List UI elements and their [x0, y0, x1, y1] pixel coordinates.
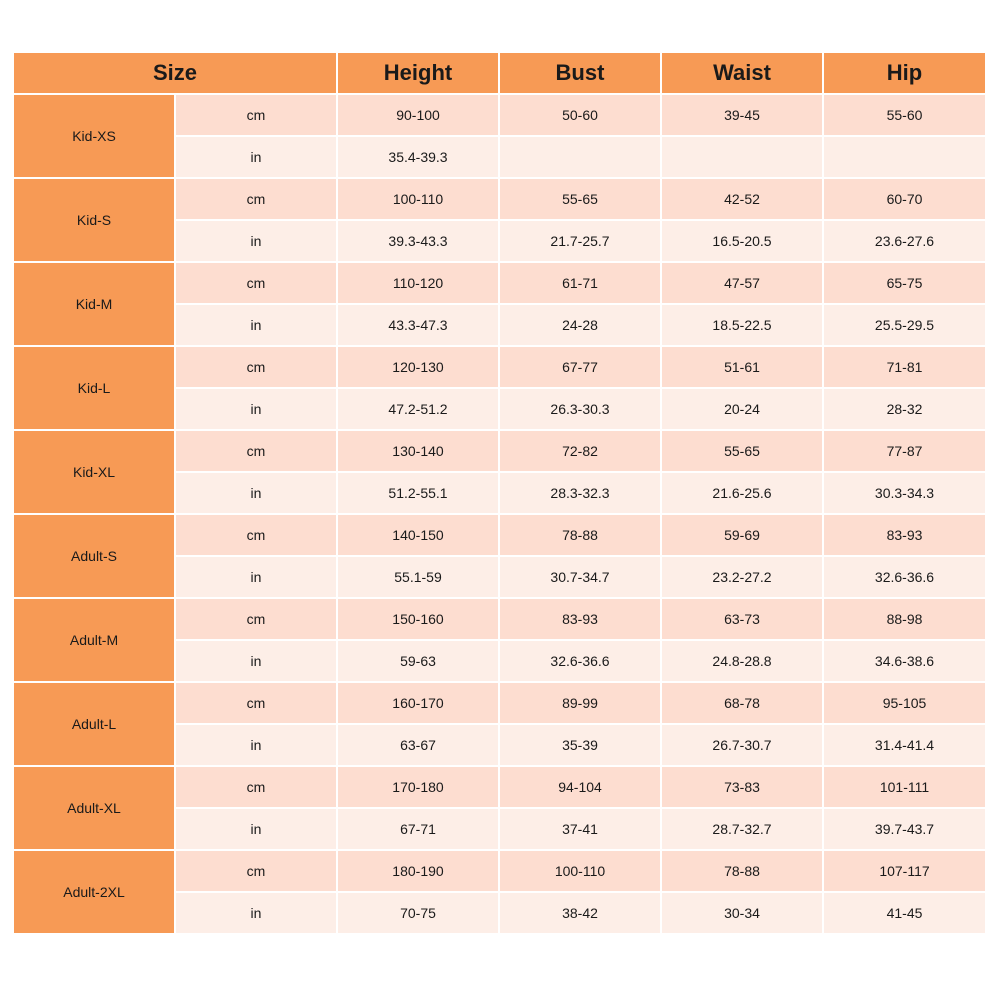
bust-value: 24-28	[499, 304, 661, 346]
table-row	[14, 514, 985, 556]
table-row	[14, 598, 985, 640]
height-value: 90-100	[337, 94, 499, 136]
hip-value: 31.4-41.4	[823, 724, 985, 766]
waist-value: 47-57	[661, 262, 823, 304]
height-value: 43.3-47.3	[337, 304, 499, 346]
bust-value: 35-39	[499, 724, 661, 766]
size-label: Adult-2XL	[14, 850, 175, 934]
waist-value: 18.5-22.5	[661, 304, 823, 346]
height-value: 63-67	[337, 724, 499, 766]
size-label: Kid-XL	[14, 430, 175, 514]
unit-label: in	[175, 136, 337, 178]
height-value: 55.1-59	[337, 556, 499, 598]
height-value: 150-160	[337, 598, 499, 640]
bust-value: 61-71	[499, 262, 661, 304]
table-row	[14, 94, 985, 136]
table-row	[14, 430, 985, 472]
unit-label: in	[175, 724, 337, 766]
hip-value: 65-75	[823, 262, 985, 304]
height-value: 39.3-43.3	[337, 220, 499, 262]
waist-value: 30-34	[661, 892, 823, 934]
bust-value: 55-65	[499, 178, 661, 220]
bust-value: 37-41	[499, 808, 661, 850]
waist-value: 78-88	[661, 850, 823, 892]
waist-value: 42-52	[661, 178, 823, 220]
height-value: 100-110	[337, 178, 499, 220]
waist-value: 26.7-30.7	[661, 724, 823, 766]
unit-label: cm	[175, 94, 337, 136]
unit-label: cm	[175, 346, 337, 388]
height-value: 180-190	[337, 850, 499, 892]
hip-value: 39.7-43.7	[823, 808, 985, 850]
height-value: 140-150	[337, 514, 499, 556]
unit-label: cm	[175, 766, 337, 808]
bust-value: 26.3-30.3	[499, 388, 661, 430]
waist-value: 20-24	[661, 388, 823, 430]
unit-label: in	[175, 388, 337, 430]
waist-value: 24.8-28.8	[661, 640, 823, 682]
waist-value: 55-65	[661, 430, 823, 472]
table-row	[14, 262, 985, 304]
hip-value: 71-81	[823, 346, 985, 388]
header-hip: Hip	[823, 53, 985, 94]
height-value: 110-120	[337, 262, 499, 304]
table-row	[14, 850, 985, 892]
waist-value: 16.5-20.5	[661, 220, 823, 262]
bust-value: 78-88	[499, 514, 661, 556]
bust-value: 50-60	[499, 94, 661, 136]
hip-value: 77-87	[823, 430, 985, 472]
hip-value: 23.6-27.6	[823, 220, 985, 262]
bust-value: 21.7-25.7	[499, 220, 661, 262]
waist-value: 51-61	[661, 346, 823, 388]
unit-label: in	[175, 892, 337, 934]
hip-value: 25.5-29.5	[823, 304, 985, 346]
bust-value: 67-77	[499, 346, 661, 388]
header-row	[14, 53, 985, 94]
size-chart-table	[14, 53, 985, 935]
table-row	[14, 178, 985, 220]
unit-label: cm	[175, 514, 337, 556]
hip-value: 41-45	[823, 892, 985, 934]
waist-value	[661, 136, 823, 178]
height-value: 170-180	[337, 766, 499, 808]
height-value: 47.2-51.2	[337, 388, 499, 430]
unit-label: in	[175, 472, 337, 514]
hip-value: 88-98	[823, 598, 985, 640]
header-height: Height	[337, 53, 499, 94]
size-label: Adult-M	[14, 598, 175, 682]
bust-value: 28.3-32.3	[499, 472, 661, 514]
waist-value: 63-73	[661, 598, 823, 640]
bust-value	[499, 136, 661, 178]
size-label: Kid-S	[14, 178, 175, 262]
height-value: 67-71	[337, 808, 499, 850]
size-label: Kid-XS	[14, 94, 175, 178]
hip-value: 55-60	[823, 94, 985, 136]
waist-value: 21.6-25.6	[661, 472, 823, 514]
size-label: Kid-M	[14, 262, 175, 346]
height-value: 51.2-55.1	[337, 472, 499, 514]
bust-value: 30.7-34.7	[499, 556, 661, 598]
size-label: Adult-L	[14, 682, 175, 766]
bust-value: 32.6-36.6	[499, 640, 661, 682]
bust-value: 100-110	[499, 850, 661, 892]
unit-label: in	[175, 808, 337, 850]
header-waist: Waist	[661, 53, 823, 94]
size-label: Adult-S	[14, 514, 175, 598]
size-label: Kid-L	[14, 346, 175, 430]
hip-value: 101-111	[823, 766, 985, 808]
bust-value: 83-93	[499, 598, 661, 640]
height-value: 130-140	[337, 430, 499, 472]
height-value: 70-75	[337, 892, 499, 934]
hip-value: 60-70	[823, 178, 985, 220]
header-size: Size	[14, 53, 337, 94]
bust-value: 89-99	[499, 682, 661, 724]
height-value: 120-130	[337, 346, 499, 388]
unit-label: cm	[175, 178, 337, 220]
hip-value: 83-93	[823, 514, 985, 556]
unit-label: cm	[175, 598, 337, 640]
height-value: 59-63	[337, 640, 499, 682]
header-bust: Bust	[499, 53, 661, 94]
hip-value: 95-105	[823, 682, 985, 724]
waist-value: 59-69	[661, 514, 823, 556]
bust-value: 72-82	[499, 430, 661, 472]
waist-value: 28.7-32.7	[661, 808, 823, 850]
unit-label: in	[175, 640, 337, 682]
waist-value: 73-83	[661, 766, 823, 808]
bust-value: 38-42	[499, 892, 661, 934]
waist-value: 39-45	[661, 94, 823, 136]
hip-value	[823, 136, 985, 178]
waist-value: 68-78	[661, 682, 823, 724]
table-row	[14, 766, 985, 808]
unit-label: in	[175, 304, 337, 346]
bust-value: 94-104	[499, 766, 661, 808]
waist-value: 23.2-27.2	[661, 556, 823, 598]
unit-label: cm	[175, 430, 337, 472]
unit-label: in	[175, 220, 337, 262]
hip-value: 34.6-38.6	[823, 640, 985, 682]
size-label: Adult-XL	[14, 766, 175, 850]
unit-label: cm	[175, 850, 337, 892]
unit-label: cm	[175, 262, 337, 304]
size-table-body	[14, 94, 985, 934]
hip-value: 107-117	[823, 850, 985, 892]
height-value: 160-170	[337, 682, 499, 724]
table-row	[14, 682, 985, 724]
unit-label: cm	[175, 682, 337, 724]
hip-value: 30.3-34.3	[823, 472, 985, 514]
table-row	[14, 346, 985, 388]
height-value: 35.4-39.3	[337, 136, 499, 178]
unit-label: in	[175, 556, 337, 598]
hip-value: 28-32	[823, 388, 985, 430]
hip-value: 32.6-36.6	[823, 556, 985, 598]
